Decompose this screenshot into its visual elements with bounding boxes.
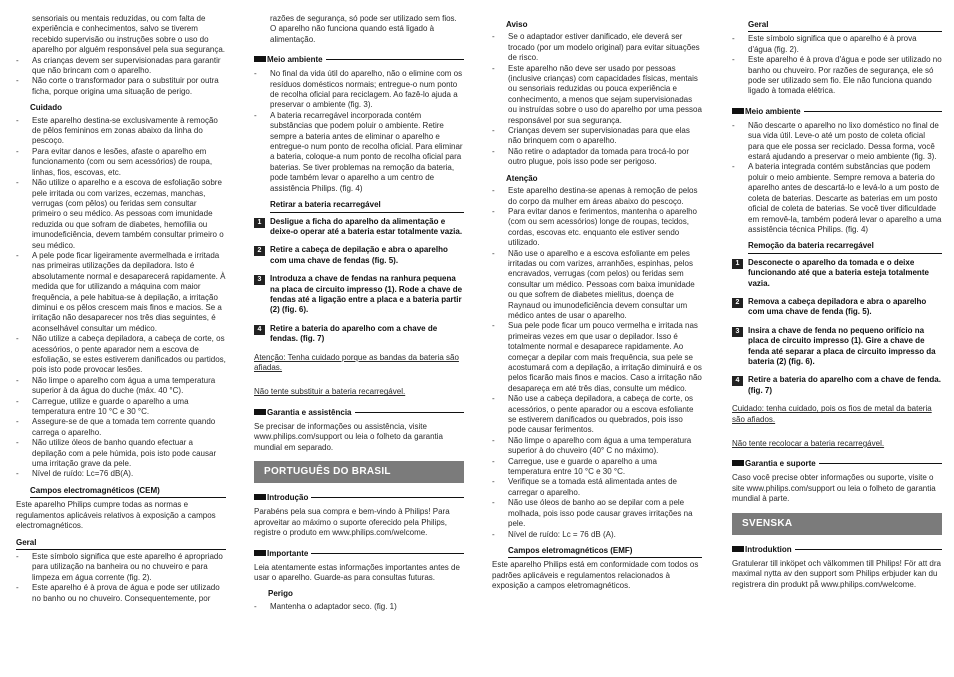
introduktion-text: Gratulerar till inköpet och välkommen till Philips! För att dra maximal nytta av den support som Philips erbjuder kan du registrera din produkt på www.philips.com/welcome. <box>732 559 941 589</box>
column-1 <box>16 14 226 610</box>
intro-list <box>16 14 226 97</box>
list-item: - A bateria recarregável incorporada contém substâncias que podem poluir o ambiente. Retire sempre a bateria antes de eliminar o aparelho e entregue-o num ponto de recolha oficial. Para eliminar a bateria, coloque-a num ponto de recolha oficial para baterias. Se tiver problemas na remoção da bateria, pode também levar o aparelho a um centro de assistência Philips. (fig. 4) <box>254 111 464 194</box>
aviso-list <box>492 32 702 167</box>
list-item: - Não use óleos de banho ao se depilar com a pele molhada, pois isso pode causar graves irritações na pele. <box>492 498 702 529</box>
list-item: - Verifique se a tomada está alimentada antes de carregar o aparelho. <box>492 477 702 498</box>
continuation-text: razões de segurança, só pode ser utilizado sem fios. O aparelho não funciona quando está ligado à alimentação. <box>270 14 457 44</box>
step-number: 1 <box>732 259 743 269</box>
list-item: - Carregue, utilize e guarde o aparelho a uma temperatura entre 10 °C e 30 °C. <box>16 397 226 418</box>
geral-list <box>16 552 226 604</box>
meio-ambiente-heading: Meio ambiente <box>732 107 942 117</box>
step-number: 1 <box>254 218 265 228</box>
list-item: - Não use a cabeça depiladora, a cabeça de corte, os acessórios, o pente aparador ou a escova esfoliante se estiverem danificados ou quebrados, pois isso pode causar ferimentos. <box>492 394 702 436</box>
emf-heading: Campos eletromagnéticos (EMF) <box>508 546 702 558</box>
remocao-bateria-heading: Remoção da bateria recarregável <box>748 241 942 253</box>
geral-heading: Geral <box>16 538 226 550</box>
list-item: - Não descarte o aparelho no lixo doméstico no final de sua vida útil. Leve-o até um posto de coleta oficial para que ele possa ser reciclado. Dessa forma, você estará ajudando a preservar o meio ambiente (fig. 3). <box>732 121 942 163</box>
introducao-text: Parabéns pela sua compra e bem-vindo à Philips! Para aproveitar ao máximo o suporte oferecido pela Philips, registre o produto em www.philips.com/welcome. <box>254 507 450 538</box>
emf-text: Este aparelho Philips está em conformidade com todos os padrões aplicáveis e regulamentos relacionados à exposição a campos eletromagnéticos. <box>492 560 699 591</box>
garantia-text: Se precisar de informações ou assistência, visite www.philips.com/support ou leia o folheto da garantia mundial em separado. <box>254 421 443 452</box>
cem-heading: Campos electromagnéticos (CEM) <box>30 486 226 498</box>
list-item: - Se o adaptador estiver danificado, ele deverá ser trocado (por um modelo original) para evitar situações de risco. <box>492 32 702 63</box>
step-item: 4 Retire a bateria do aparelho com a chave de fendas. (fig. 7) <box>254 324 464 345</box>
cem-text: Este aparelho Philips cumpre todas as normas e regulamentos aplicáveis relativos à exposição a campos electromagnéticos. <box>16 500 216 531</box>
step-number: 3 <box>732 327 743 337</box>
ambiente-list <box>732 121 942 235</box>
garantia-heading: Garantia e suporte <box>732 459 942 469</box>
removal-steps <box>254 217 464 345</box>
nao-substituir-note: Não tente substituir a bateria recarregável. <box>254 387 406 397</box>
retirar-bateria-heading: Retirar a bateria recarregável <box>270 200 464 212</box>
list-item: - Este aparelho destina-se apenas à remoção de pelos do corpo da mulher em áreas abaixo do pescoço. <box>492 186 702 207</box>
step-item: 2 Remova a cabeça depiladora e abra o aparelho com uma chave de fenda (fig. 5). <box>732 297 942 318</box>
cuidado-list <box>16 116 226 480</box>
list-item: - Para evitar danos e ferimentos, mantenha o aparelho (com ou sem acessórios) longe de roupas, tecidos, cordas, escovas etc. enquanto ele estiver sendo utilizado. <box>492 207 702 249</box>
list-item: - Não retire o adaptador da tomada para trocá-lo por outro plugue, pois isso pode ser perigoso. <box>492 147 702 168</box>
list-item: sensoriais ou mentais reduzidas, ou com falta de experiência e conhecimentos, salvo se tiverem recebido supervisão ou instruções sobre o uso do aparelho por alguém responsável pela sua segurança. <box>32 14 226 55</box>
atencao-heading: Atenção <box>506 173 538 183</box>
step-item: 1 Desligue a ficha do aparelho da alimentação e deixe-o operar até a bateria estar totalmente vazia. <box>254 217 464 238</box>
list-item: - A bateria integrada contém substâncias que podem poluir o meio ambiente. Sempre remova a bateria do aparelho antes de descartá-lo e levá-lo a um posto de coleta de baterias. Descarte as baterias em um posto oficial de coleta de baterias. Se você tiver dificuldade em removê-la, também poderá levar o aparelho a uma assistência técnica Philips. (fig. 4) <box>732 162 942 235</box>
step-number: 2 <box>732 298 743 308</box>
atencao-list <box>492 186 702 540</box>
step-number: 4 <box>732 376 743 386</box>
step-item: 2 Retire a cabeça de depilação e abra o aparelho com uma chave de fendas (fig. 5). <box>254 245 464 266</box>
perigo-heading: Perigo <box>268 589 293 599</box>
atencao-note: Atenção: Tenha cuidado porque as bandas da bateria são afiadas. <box>254 352 459 372</box>
list-item: - Nível de ruído: Lc = 76 dB (A). <box>492 530 702 540</box>
step-number: 2 <box>254 246 265 256</box>
list-item: - Não use o aparelho e a escova esfoliante em peles irritadas ou com varizes, arranhões, espinhas, pelos encravados, verrugas (com pelos) ou feridas sem consultar um médico. Pessoas com baixa imunidade ou que sofrem de diabetes mielitus, doença de Raynaud ou imunodeficiência devem consultar um médico antes de usar o aparelho. <box>492 249 702 322</box>
list-item: - Mantenha o adaptador seco. (fig. 1) <box>254 602 464 612</box>
column-2 <box>254 14 464 618</box>
list-item: - Este aparelho não deve ser usado por pessoas (inclusive crianças) com capacidades físicas, mentais ou sensoriais reduzidas ou pouca experiência e conhecimento, a menos que sejam supervisionadas ou instruídas sobre o uso do aparelho por uma pessoa responsável por sua segurança. <box>492 64 702 126</box>
list-item: - A pele pode ficar ligeiramente avermelhada e irritada nas primeiras utilizações da depiladora. Isto é absolutamente normal e desaparecerá rapidamente. À medida que for utilizando a máquina com maior frequência, a pele habitua-se à depilação, a irritação diminui e os pêlos crescem mais finos e macios. Se a irritação não desaparecer nos três dias seguintes, é aconselhável consultar um médico. <box>16 251 226 334</box>
column-4 <box>732 14 942 596</box>
list-item: - Este símbolo significa que o aparelho é à prova d'água (fig. 2). <box>732 34 942 55</box>
list-item: - Carregue, use e guarde o aparelho a uma temperatura entre 10 °C e 30 °C. <box>492 457 702 478</box>
nao-recolocar-note: Não tente recolocar a bateria recarregável. <box>732 439 885 448</box>
list-item: - Este aparelho destina-se exclusivamente à remoção de pêlos femininos em zonas abaixo da linha do pescoço. <box>16 116 226 147</box>
introducao-heading: Introdução <box>254 493 464 503</box>
step-number: 3 <box>254 275 265 285</box>
cuidado-note: Cuidado: tenha cuidado, pois os fios de metal da bateria são afiados. <box>732 404 932 424</box>
cuidado-heading: Cuidado <box>30 103 62 113</box>
list-item: - Não utilize óleos de banho quando efectuar a depilação com a pele húmida, pois isto pode causar uma irritação grave da pele. <box>16 438 226 469</box>
list-item: - Este símbolo significa que este aparelho é apropriado para utilização na banheira ou no chuveiro e para limpeza em água corrente (fig. 2). <box>16 552 226 583</box>
garantia-text: Caso você precise obter informações ou suporte, visite o site www.philips.com/support ou leia o folheto de garantia mundial à parte. <box>732 473 936 504</box>
list-item: - As crianças devem ser supervisionadas para garantir que não brincam com o aparelho. <box>16 56 226 77</box>
list-item: - Assegure-se de que a tomada tem corrente quando carrega o aparelho. <box>16 417 226 438</box>
step-item: 3 Insira a chave de fenda no pequeno orifício na placa de circuito impresso (1). Gire a chave de fenda até separar a placa de circuito impresso da bateria (2) (fig. 6). <box>732 326 942 368</box>
list-item: - Este aparelho é à prova de água e pode ser utilizado no banho ou no chuveiro. Consequentemente, por <box>16 583 226 604</box>
list-item: - No final da vida útil do aparelho, não o elimine com os resíduos domésticos normais; entregue-o num ponto de recolha oficial para reciclagem. Ao fazê-lo ajuda a preservar o ambiente (fig. 3). <box>254 69 464 111</box>
importante-heading: Importante <box>254 549 464 559</box>
section-banner: SVENSKA <box>732 513 942 535</box>
perigo-list <box>254 602 464 612</box>
step-item: 1 Desconecte o aparelho da tomada e o deixe funcionando até que a bateria esteja totalmente vazia. <box>732 258 942 289</box>
list-item: - Não corte o transformador para o substituir por outra ficha, porque origina uma situação de perigo. <box>16 76 226 97</box>
list-item: - Não limpe o aparelho com água a uma temperatura superior à da água do duche (máx. 40 °C). <box>16 376 226 397</box>
garantia-heading: Garantia e assistência <box>254 408 464 418</box>
list-item: - Não limpe o aparelho com água a uma temperatura superior à do chuveiro (40° C no máximo). <box>492 436 702 457</box>
list-item: - Crianças devem ser supervisionadas para que elas não brinquem com o aparelho. <box>492 126 702 147</box>
removal-steps <box>732 258 942 396</box>
step-item: 4 Retire a bateria do aparelho com a chave de fenda. (fig. 7) <box>732 375 942 396</box>
geral-heading: Geral <box>748 20 942 32</box>
importante-text: Leia atentamente estas informações importantes antes de usar o aparelho. Guarde-as para consultas futuras. <box>254 562 460 583</box>
list-item: - Não utilize a cabeça depiladora, a cabeça de corte, os acessórios, o pente aparador nem a escova de esfoliação, se estes estiverem danificados ou partidos, pois isto pode provocar lesões. <box>16 334 226 376</box>
list-item: - Nível de ruído: Lc=76 dB(A). <box>16 469 226 479</box>
meio-ambiente-heading: Meio ambiente <box>254 55 464 65</box>
list-item: - Este aparelho é à prova d'água e pode ser utilizado no banho ou chuveiro. Por razões de segurança, ele só pode ser utilizado sem fio. Ele não funciona quando ligado à tomada elétrica. <box>732 55 942 97</box>
introduktion-heading: Introduktion <box>732 545 942 555</box>
aviso-heading: Aviso <box>506 20 528 29</box>
section-banner: PORTUGUÊS DO BRASIL <box>254 461 464 483</box>
geral-list <box>732 34 942 96</box>
ambiente-list <box>254 69 464 194</box>
step-number: 4 <box>254 325 265 335</box>
list-item: - Para evitar danos e lesões, afaste o aparelho em funcionamento (com ou sem acessórios) de roupa, linhas, fios, escovas, etc. <box>16 147 226 178</box>
list-item: - Não utilize o aparelho e a escova de esfoliação sobre pele irritada ou com varizes, eczemas, manchas, verrugas (com pêlos) ou feridas sem consultar primeiro o seu médico. As pessoas com imunidade reduzida ou que sofram de diabetes, hemofilia ou imunodeficiência, devem também consultar primeiro o seu médico. <box>16 178 226 251</box>
step-item: 3 Introduza a chave de fendas na ranhura pequena na placa de circuito impresso (1). Rode a chave de fendas até a ligação entre a placa e a bateria partir (2) (fig. 6). <box>254 274 464 316</box>
column-3 <box>492 14 702 598</box>
list-item: - Sua pele pode ficar um pouco vermelha e irritada nas primeiras vezes em que usar o depilador. Isso é totalmente normal e desaparece rapidamente. Ao começar a depilar com mais frequência, sua pele se acostumará com a depilação, a irritação diminuirá e os pelos ficarão mais finos e macios. Caso a irritação não desapareça em até três dias, consulte um médico. <box>492 321 702 394</box>
